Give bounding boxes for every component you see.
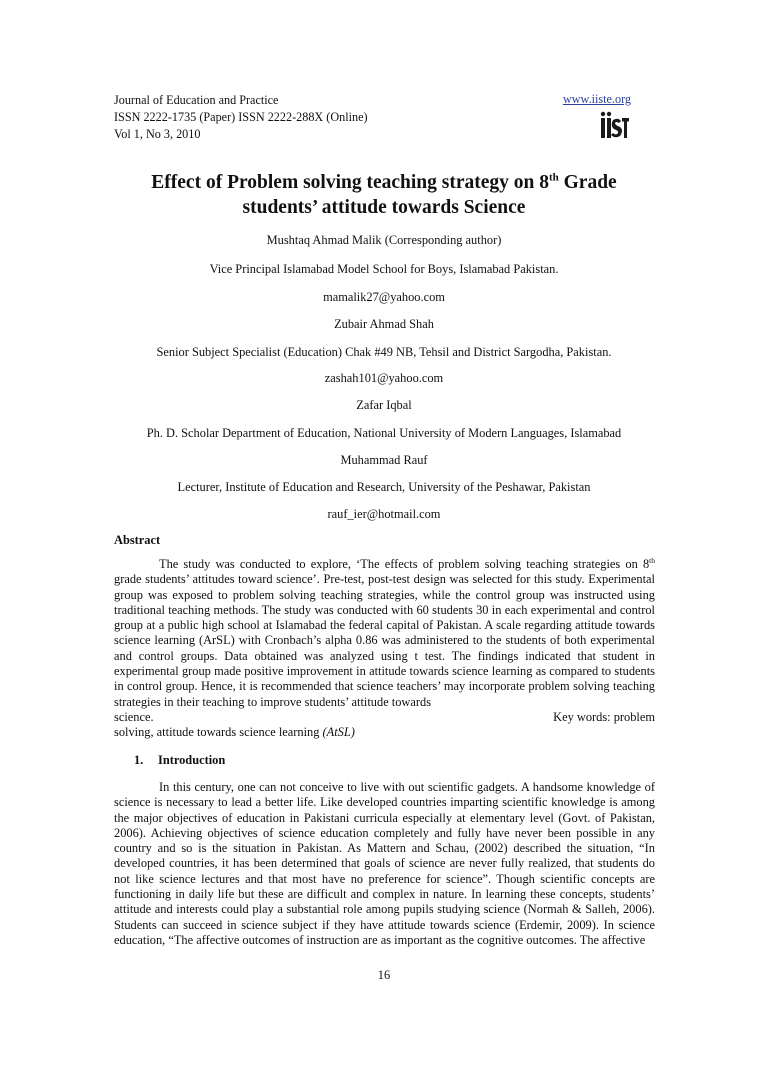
- author-3-affiliation: Ph. D. Scholar Department of Education, National University of Modern Languages, Islamabad: [146, 426, 622, 440]
- abstract-last-word: science.: [114, 709, 154, 724]
- author-2-name: Zubair Ahmad Shah: [334, 317, 434, 331]
- title-part-1: Effect of Problem solving teaching strategy on 8: [151, 172, 549, 193]
- abstract-heading: Abstract: [114, 533, 161, 547]
- intro-heading: [134, 753, 225, 768]
- author-3-name: Zafar Iqbal: [356, 398, 412, 412]
- keywords-abbrev: (AtSL): [322, 725, 355, 740]
- page-number: 16: [377, 968, 391, 982]
- issn-line: ISSN 2222-1735 (Paper) ISSN 2222-288X (Online): [114, 110, 368, 124]
- abstract-text-a: The study was conducted to explore, ‘The effects of problem solving teaching strategies on 8: [159, 557, 650, 571]
- website-link[interactable]: www.iiste.org: [562, 92, 631, 106]
- abstract-superscript: th: [649, 555, 655, 565]
- author-2-affiliation: Senior Subject Specialist (Education) Chak #49 NB, Tehsil and District Sargodha, Pakistan.: [156, 345, 612, 359]
- volume-line: Vol 1, No 3, 2010: [114, 127, 201, 141]
- title-superscript: th: [548, 171, 559, 184]
- keywords-text: solving, attitude towards science learning: [114, 725, 323, 740]
- keywords-continued: [114, 725, 655, 740]
- paper-title: [114, 170, 654, 220]
- abstract-text-b: grade students’ attitudes toward science’. Pre-test, post-test design was selected for this study. Experimental group was exposed to problem solving teaching strategies, while the control group was instructed using traditional teaching methods. The study was conducted with 60 students 30 in each experimental and control group at a public high school at Islamabad the federal capital of Pakistan. A scale regarding attitude towards science learning (ArSL) with Cronbach’s alpha 0.86 was administered to the students of both experimental and control groups. Data obtained was analyzed using t test. The findings indicated that student in experimental group made positive improvement in attitude towards science learning as compared to students in control group. Hence, it is recommended that science teachers’ may incorporate problem solving teaching strategies in their teaching to improve students’ attitude towards: [114, 572, 655, 709]
- title-line-2: students’ attitude towards Science: [242, 197, 526, 218]
- author-2-email[interactable]: zashah101@yahoo.com: [324, 371, 444, 385]
- intro-title: Introduction: [158, 753, 226, 767]
- abstract-body: [114, 557, 655, 741]
- author-1-email[interactable]: mamalik27@yahoo.com: [323, 290, 445, 304]
- author-1-name: Mushtaq Ahmad Malik (Corresponding author): [266, 233, 502, 247]
- intro-number: 1.: [134, 753, 144, 767]
- author-4-name: Muhammad Rauf: [340, 453, 428, 467]
- journal-name: Journal of Education and Practice: [114, 93, 279, 107]
- intro-body: [114, 780, 655, 948]
- author-4-email[interactable]: rauf_ier@hotmail.com: [327, 507, 441, 521]
- title-part-2: Grade: [558, 172, 617, 193]
- iiste-logo: [600, 110, 630, 140]
- author-4-affiliation: Lecturer, Institute of Education and Research, University of the Peshawar, Pakistan: [177, 480, 591, 494]
- author-1-affiliation: Vice Principal Islamabad Model School for Boys, Islamabad Pakistan.: [209, 262, 559, 276]
- intro-text: In this century, one can not conceive to live with out scientific gadgets. A handsome knowledge of science is necessary to lead a better life. Like developed countries imparting scientific knowledge is among the major objectives of education in Pakistani curricula especially at elementary level (Govt. of Pakistan, 2006). Achieving objectives of science education completely and fully have never been possible in any country and so is the situation in Pakistan. As Mattern and Schau, (2002) described the situation, “In developed countries, it has been determined that goals of science are never fully realized, that students do not like science lectures and that most have no preference for science”. Though scientific concepts are functioning in daily life but these are difficult and complex in nature. In learning these concepts, students’ attitude and interests could play a substantial role among pupils studying science (Normah & Salleh, 2006). Students can succeed in science subject if they have attitude towards science (Erdemir, 2009). In science education, “The affective outcomes of instruction are as important as the cognitive outcomes. The affective: [114, 780, 655, 947]
- keywords-line: [114, 710, 655, 725]
- keywords-label: Key words: problem: [553, 709, 655, 724]
